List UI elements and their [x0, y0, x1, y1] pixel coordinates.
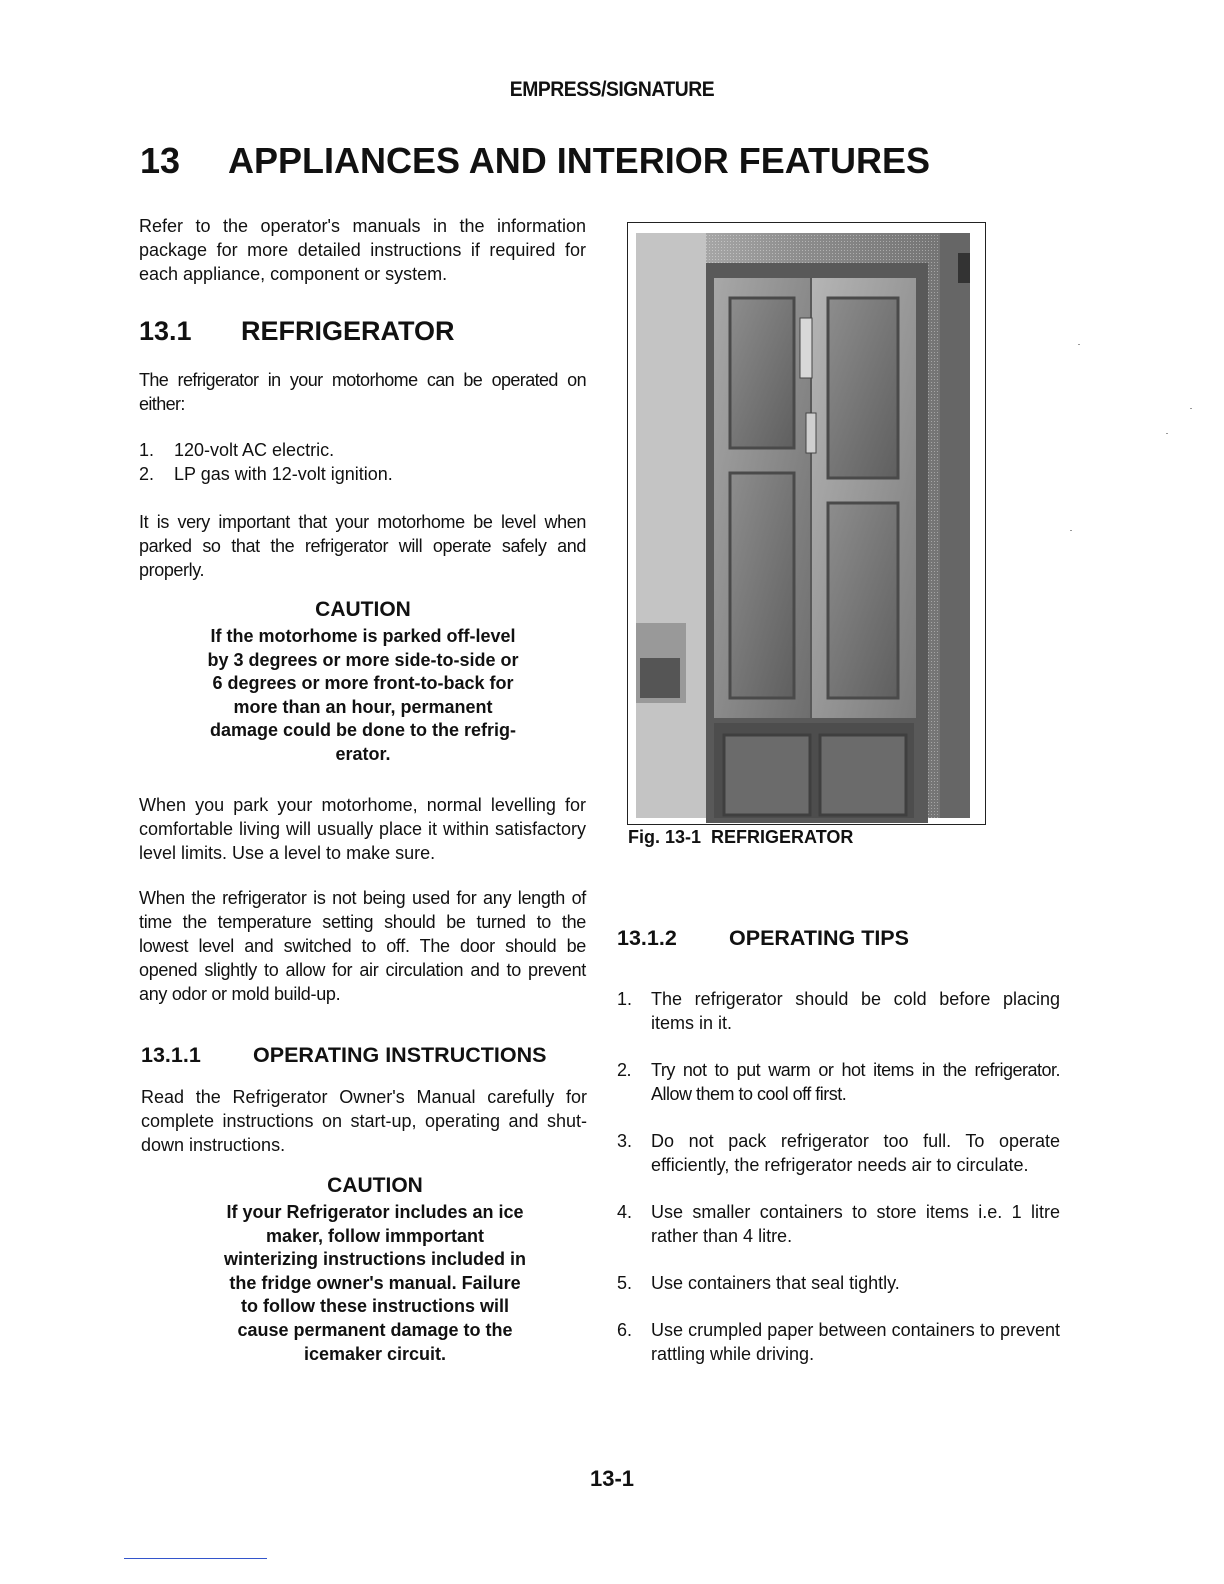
section-number: 13.1.1	[141, 1043, 201, 1067]
chapter-title	[140, 140, 930, 182]
caution-text: If the motorhome is parked off-level by 3 degrees or more side-to-side or 6 degrees or more front-to-back for more than an hour, permanent damage could be done to the refrig- erator.	[207, 626, 519, 764]
figure-title: REFRIGERATOR	[711, 827, 854, 847]
refrigerator-figure	[627, 222, 986, 825]
level-paragraph: It is very important that your motorhome be level when parked so that the refrigerator will operate safely and properly.	[139, 512, 586, 580]
caution-title: CAUTION	[327, 1174, 423, 1197]
refrigerator-lead-paragraph: The refrigerator in your motorhome can be operated on either:	[139, 370, 586, 414]
chapter-number: 13	[140, 140, 181, 181]
running-header: EMPRESS/SIGNATURE	[509, 78, 715, 101]
section-number: 13.1	[139, 316, 192, 346]
list-item: 2. LP gas with 12-volt ignition.	[139, 464, 393, 484]
list-item: 3. Do not pack refrigerator too full. To operate efficiently, the refrigerator needs air to circulate.	[617, 1131, 1060, 1175]
chapter-title-text: APPLIANCES AND INTERIOR FEATURES	[228, 140, 931, 181]
section-title: OPERATING TIPS	[729, 926, 909, 950]
list-item: 6. Use crumpled paper between containers to prevent rattling while driving.	[617, 1320, 1060, 1364]
caution-title: CAUTION	[315, 598, 411, 621]
list-item: 4. Use smaller containers to store items i.e. 1 litre rather than 4 litre.	[617, 1202, 1060, 1246]
operating-instructions-paragraph: Read the Refrigerator Owner's Manual carefully for complete instructions on start-up, operating and shut-down instructions.	[141, 1087, 587, 1155]
list-item: 1. The refrigerator should be cold before placing items in it.	[617, 989, 1060, 1033]
section-title: REFRIGERATOR	[241, 316, 455, 346]
scan-speck	[1190, 408, 1192, 409]
section-title: OPERATING INSTRUCTIONS	[253, 1043, 547, 1067]
scan-speck	[1070, 530, 1072, 531]
section-number: 13.1.2	[617, 926, 677, 950]
caution-text: If your Refrigerator includes an ice maker, follow immportant winterizing instructions included in the fridge owner's manual. Failure to follow these instructions will cause permanent damage to the icemaker circuit.	[223, 1202, 526, 1364]
list-item: 1. 120-volt AC electric.	[139, 440, 335, 460]
page-number: 13-1	[589, 1466, 635, 1491]
section-13-1-heading	[139, 316, 455, 347]
intro-paragraph: Refer to the operator's manuals in the information package for more detailed instructions if required for each appliance, component or system.	[139, 216, 586, 284]
footer-rule	[124, 1558, 267, 1559]
scan-speck	[1078, 344, 1080, 345]
parking-paragraph: When you park your motorhome, normal levelling for comfortable living will usually place it within satisfactory level limits. Use a level to make sure.	[139, 795, 586, 863]
list-item: 2. Try not to put warm or hot items in the refrigerator. Allow them to cool off first.	[617, 1060, 1060, 1104]
list-item: 5. Use containers that seal tightly.	[617, 1273, 900, 1293]
power-options-list	[139, 438, 586, 486]
storage-paragraph: When the refrigerator is not being used for any length of time the temperature setting should be turned to the lowest level and switched to off. The door should be opened slightly to allow for air circulation and to prevent any odor or mold build-up.	[139, 888, 586, 1004]
figure-caption	[628, 827, 853, 848]
scan-speck	[1166, 433, 1168, 434]
section-13-1-2-heading	[617, 926, 909, 951]
section-13-1-1-heading	[141, 1043, 546, 1068]
refrigerator-photo	[628, 223, 985, 824]
operating-tips-list	[617, 987, 1060, 1389]
figure-number: Fig. 13-1	[628, 827, 702, 847]
